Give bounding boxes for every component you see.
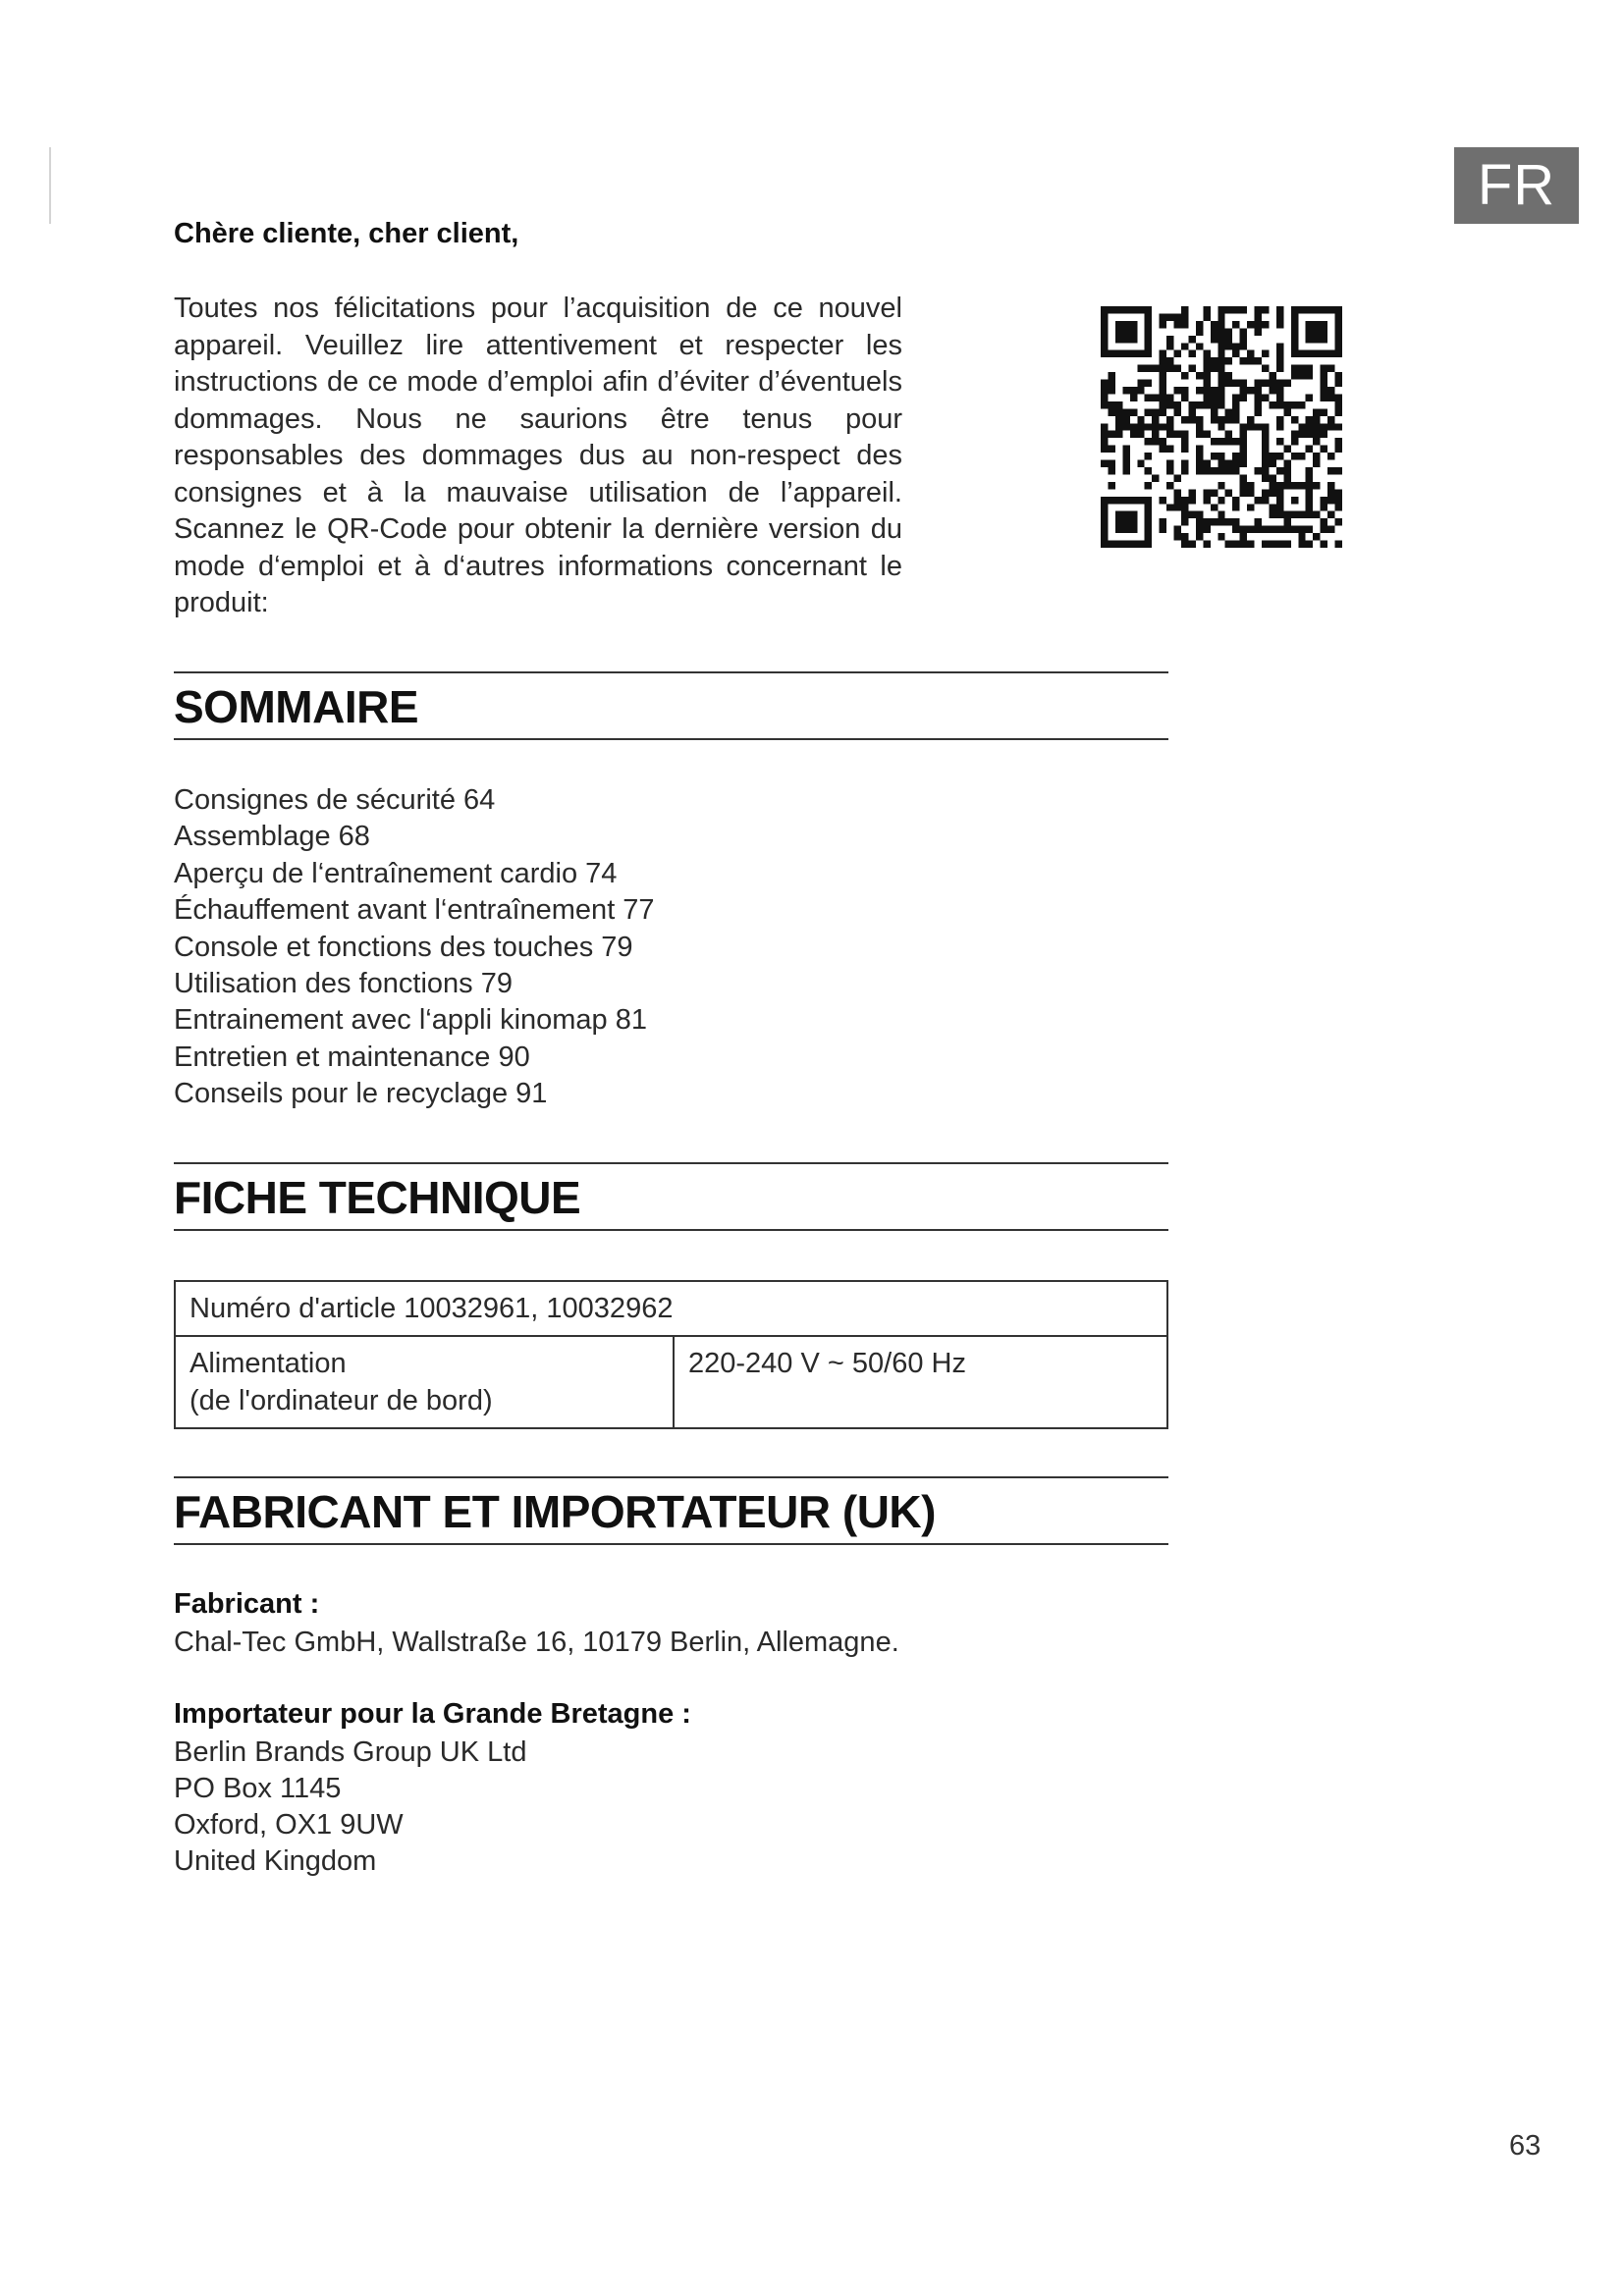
divider <box>174 1476 1168 1478</box>
article-number-cell: Numéro d'article 10032961, 10032962 <box>175 1281 1167 1336</box>
toc-item[interactable]: Entretien et maintenance 90 <box>174 1041 530 1073</box>
margin-marker <box>49 147 51 224</box>
power-label: Alimentation <box>189 1348 347 1379</box>
importer-line: Berlin Brands Group UK Ltd <box>174 1736 527 1768</box>
spec-table <box>174 1280 1168 1429</box>
page-number: 63 <box>1509 2130 1542 2162</box>
toc-item[interactable]: Entrainement avec l‘appli kinomap 81 <box>174 1004 647 1037</box>
toc-item[interactable]: Consignes de sécurité 64 <box>174 784 496 816</box>
toc-item[interactable]: Échauffement avant l‘entraînement 77 <box>174 894 655 927</box>
table-row <box>175 1336 1167 1428</box>
toc-item[interactable]: Assemblage 68 <box>174 821 370 853</box>
table-row <box>175 1281 1167 1336</box>
intro-paragraph: Toutes nos félicitations pour l’acquisition de ce nouvel appareil. Veuillez lire attentivement et respecter les instructions de ce mode d’emploi afin d’éviter d’éventuels dommages. Nous ne saurions être tenus pour responsables des dommages dus au non-respect des consignes et à la mauvaise utilisation de l’appareil. Scannez le QR-Code pour obtenir la dernière version du mode d‘emploi et à d‘autres informations concernant le produit: <box>174 293 902 618</box>
section-title-tech: FICHE TECHNIQUE <box>174 1172 581 1223</box>
power-label-cell <box>175 1336 674 1428</box>
importer-label: Importateur pour la Grande Bretagne : <box>174 1698 691 1730</box>
divider <box>174 1543 1168 1545</box>
importer-line: Oxford, OX1 9UW <box>174 1809 404 1841</box>
language-tab: FR <box>1454 147 1579 224</box>
greeting: Chère cliente, cher client, <box>174 218 519 249</box>
importer-line: United Kingdom <box>174 1845 377 1877</box>
power-sublabel: (de l'ordinateur de bord) <box>189 1385 493 1416</box>
manufacturer-label: Fabricant : <box>174 1588 320 1620</box>
toc-item[interactable]: Console et fonctions des touches 79 <box>174 931 633 963</box>
divider <box>174 671 1168 673</box>
toc-item[interactable]: Aperçu de l‘entraînement cardio 74 <box>174 857 618 889</box>
table-of-contents <box>174 782 655 1113</box>
section-title-maker: FABRICANT ET IMPORTATEUR (UK) <box>174 1486 936 1537</box>
importer-line: PO Box 1145 <box>174 1773 342 1804</box>
power-value-cell: 220-240 V ~ 50/60 Hz <box>674 1336 1167 1428</box>
divider <box>174 1162 1168 1164</box>
manufacturer-address: Chal-Tec GmbH, Wallstraße 16, 10179 Berlin, Allemagne. <box>174 1627 899 1658</box>
qr-code-graphic <box>1101 306 1342 548</box>
toc-item[interactable]: Conseils pour le recyclage 91 <box>174 1078 548 1110</box>
toc-item[interactable]: Utilisation des fonctions 79 <box>174 968 513 1000</box>
divider <box>174 738 1168 740</box>
qr-code[interactable] <box>1101 306 1342 548</box>
section-title-toc: SOMMAIRE <box>174 681 418 732</box>
divider <box>174 1229 1168 1231</box>
